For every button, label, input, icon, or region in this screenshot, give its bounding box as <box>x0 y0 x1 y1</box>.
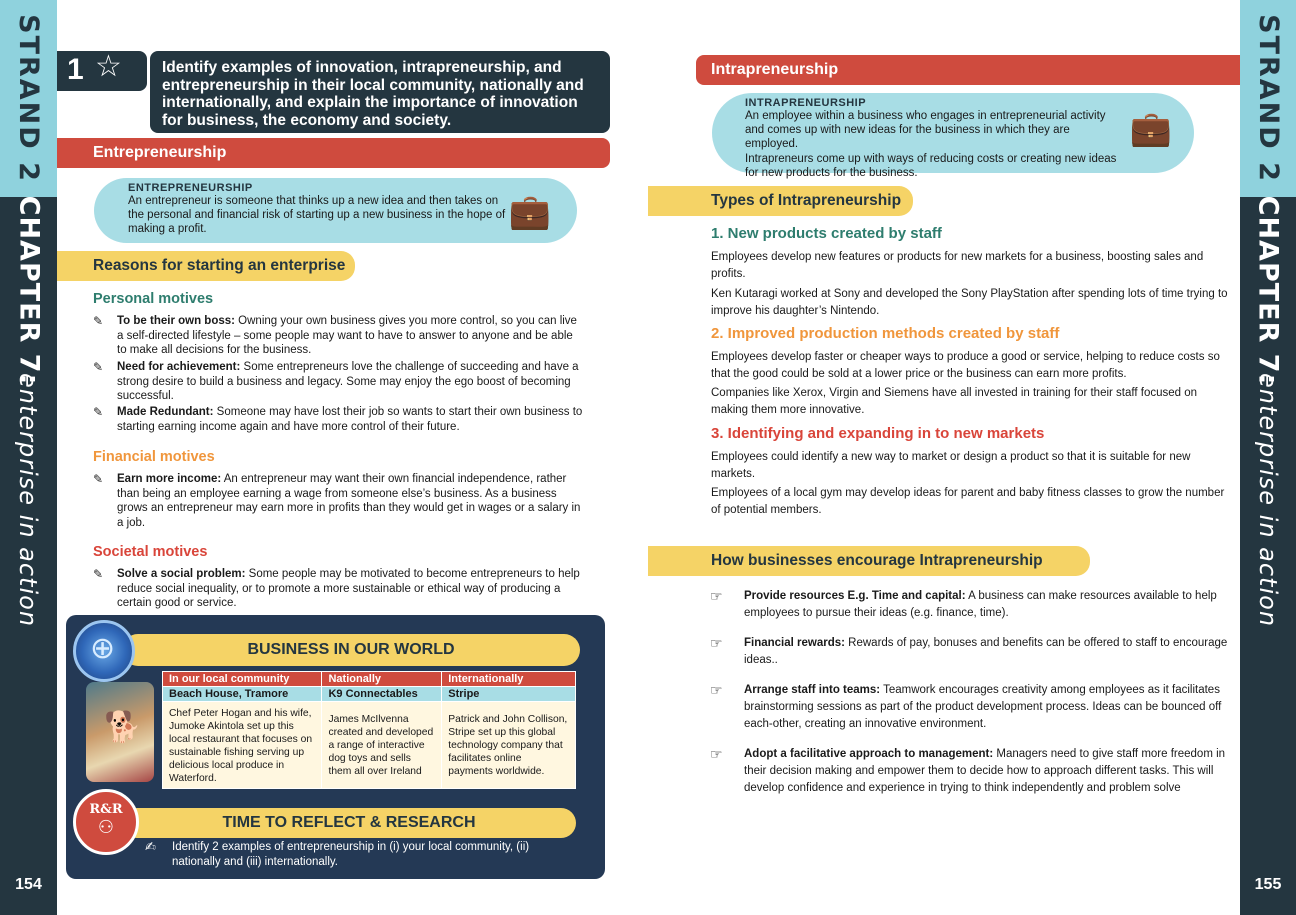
financial-motives-heading: Financial motives <box>93 449 215 465</box>
intrapreneurship-heading: Intrapreneurship <box>696 55 1240 85</box>
list-item: ✎ Earn more income: An entrepreneur may want their own financial independence, rather than being an employee earning a wage from someone else’s business. As a business grows an entrepreneur may earn more in profits than they would get in wages or a salary in a job. <box>93 472 581 529</box>
pencil-icon: ✍ <box>145 839 156 854</box>
left-spine <box>0 0 57 915</box>
pointing-hand-icon: ☞ <box>710 635 723 651</box>
outcome-badge <box>57 51 147 91</box>
pointing-hand-icon: ☞ <box>710 588 723 604</box>
entrepreneurship-heading: Entrepreneurship <box>57 138 610 168</box>
reflect-text: Identify 2 examples of entrepreneurship in (i) your local community, (ii) nationally and (iii) internationally. <box>172 841 530 868</box>
intrapreneurship-definition <box>712 93 1194 179</box>
type-paragraph: Employees develop faster or cheaper ways to produce a good or service, helping to reduce costs so that the good could be sold at a lower price or the business can earn more profits. <box>711 351 1220 380</box>
pointing-hand-icon: ☞ <box>710 682 723 698</box>
pin-icon: ✎ <box>93 314 104 328</box>
briefcase-icon: 💼 <box>508 193 551 231</box>
definition-text: An employee within a business who engages in entrepreneurial activity and comes up with new ideas for the business in which they are employed. <box>745 110 1106 150</box>
outcome-text: Identify examples of innovation, intrapreneurship, and entrepreneurship in their local community, nationally and internationally, and explain the importance of innovation for business, the economy and society. <box>150 51 610 133</box>
definition-title: ENTREPRENEURSHIP <box>128 182 253 194</box>
page-number: 154 <box>15 876 42 893</box>
table-cell: K9 Connectables <box>322 687 442 702</box>
table-cell: Chef Peter Hogan and his wife, Jumoke Akintola set up this local restaurant that focuses on sustainable fishing serving up delicious local produce in Waterford. <box>163 702 322 789</box>
list-item: ✎ Made Redundant: Someone may have lost their job so wants to start their own business to starting earning income again and have more control of their future. <box>93 405 583 433</box>
outcome-number: 1 <box>67 53 84 86</box>
list-item: ✎ Solve a social problem: Some people may be motivated to become entrepreneurs to help reduce social inequality, or to promote a more sustainable or ethical way of producing a certain good or service. <box>93 567 580 609</box>
list-item: ✎ Need for achievement: Some entrepreneurs love the challenge of succeeding and have a strong desire to build a business and legacy. Some may enjoy the ego boost of becoming successful. <box>93 360 579 402</box>
personal-motives-heading: Personal motives <box>93 291 214 307</box>
table-header: In our local community <box>163 672 322 687</box>
pin-icon: ✎ <box>93 360 104 374</box>
definition-text: Intrapreneurs come up with ways of reducing costs or creating new ideas for new products for the business. <box>745 153 1117 179</box>
people-icon: ⚇ <box>97 817 115 837</box>
list-item: ☞ Financial rewards: Rewards of pay, bonuses and benefits can be offered to staff to encourage ideas.. <box>710 635 1228 666</box>
table-cell: James McIlvenna created and developed a range of interactive dog toys and sells them all over Ireland <box>322 702 442 789</box>
star-icon: ☆ <box>95 50 122 83</box>
reasons-heading: Reasons for starting an enterprise <box>57 251 355 281</box>
reflect-badge-label: R&R <box>89 802 123 817</box>
globe-icon: ⊕ <box>73 620 135 682</box>
type-paragraph: Employees of a local gym may develop ideas for parent and baby fitness classes to grow the number of potential members. <box>711 487 1225 516</box>
chapter-label: CHAPTER 7: <box>1252 195 1284 385</box>
reflect-title: TIME TO REFLECT & RESEARCH <box>122 808 576 838</box>
list-item: ☞ Adopt a facilitative approach to management: Managers need to give staff more freedom in their decision making and empower them to decide how to approach different tasks. This will develop confidence and experience in trying to think independently and problem solve <box>710 746 1226 794</box>
encourage-heading: How businesses encourage Intrapreneurship <box>648 546 1090 576</box>
right-spine <box>1240 0 1296 915</box>
reflect-badge <box>73 789 139 855</box>
chapter-subtitle: enterprise in action <box>1254 372 1283 628</box>
type-paragraph: Employees develop new features or products for new markets for a business, boosting sales and profits. <box>711 251 1204 280</box>
strand-label: STRAND 2 <box>1252 14 1284 183</box>
table-header: Nationally <box>322 672 442 687</box>
pin-icon: ✎ <box>93 472 104 486</box>
societal-motives-heading: Societal motives <box>93 544 208 560</box>
pointing-hand-icon: ☞ <box>710 746 723 762</box>
list-item: ☞ Arrange staff into teams: Teamwork encourages creativity among employees as it facilitates brainstorming sessions as part of the product development process. Ideas can be bounced off each-other, creating an innovative environment. <box>710 682 1222 730</box>
pin-icon: ✎ <box>93 567 104 581</box>
type-heading: 1. New products created by staff <box>711 225 942 242</box>
pin-icon: ✎ <box>93 405 104 419</box>
type-paragraph: Employees could identify a new way to market or design a product so that it is suitable for new markets. <box>711 451 1191 480</box>
page-number: 155 <box>1254 876 1282 893</box>
table-cell: Stripe <box>442 687 576 702</box>
definition-title: INTRAPRENEURSHIP <box>745 97 867 109</box>
business-examples-table <box>162 671 576 789</box>
table-header: Internationally <box>442 672 576 687</box>
entrepreneurship-definition <box>94 178 577 243</box>
business-world-title: BUSINESS IN OUR WORLD <box>122 634 580 666</box>
types-heading: Types of Intrapreneurship <box>648 186 913 216</box>
chapter-subtitle: enterprise in action <box>14 372 43 628</box>
chef-photo: 🐕 <box>86 682 154 782</box>
table-cell: Beach House, Tramore <box>163 687 322 702</box>
table-cell: Patrick and John Collison, Stripe set up this global technology company that facilitates online payments worldwide. <box>442 702 576 789</box>
type-paragraph: Companies like Xerox, Virgin and Siemens have all invested in training for their staff focused on making them more innovative. <box>711 387 1198 416</box>
strand-label: STRAND 2 <box>13 14 44 183</box>
type-heading: 2. Improved production methods created by staff <box>711 325 1060 342</box>
list-item: ✎ To be their own boss: Owning your own business gives you more control, so you can live a self-directed lifestyle – some people may want to have to answer to anyone and be able to make all decisions for the business. <box>93 314 577 356</box>
list-item: ☞ Provide resources E.g. Time and capital: A business can make resources available to help employees to pursue their ideas (e.g. finance, time). <box>710 588 1217 619</box>
definition-text: An entrepreneur is someone that thinks up a new idea and then takes on the personal and financial risk of starting up a new business in the hope of making a profit. <box>128 195 506 235</box>
type-heading: 3. Identifying and expanding in to new markets <box>711 425 1045 442</box>
type-paragraph: Ken Kutaragi worked at Sony and developed the Sony PlayStation after spending lots of time trying to improve his daughter’s Nintendo. <box>711 288 1228 317</box>
chapter-label: CHAPTER 7: <box>13 195 45 385</box>
briefcase-icon: 💼 <box>1129 110 1172 148</box>
